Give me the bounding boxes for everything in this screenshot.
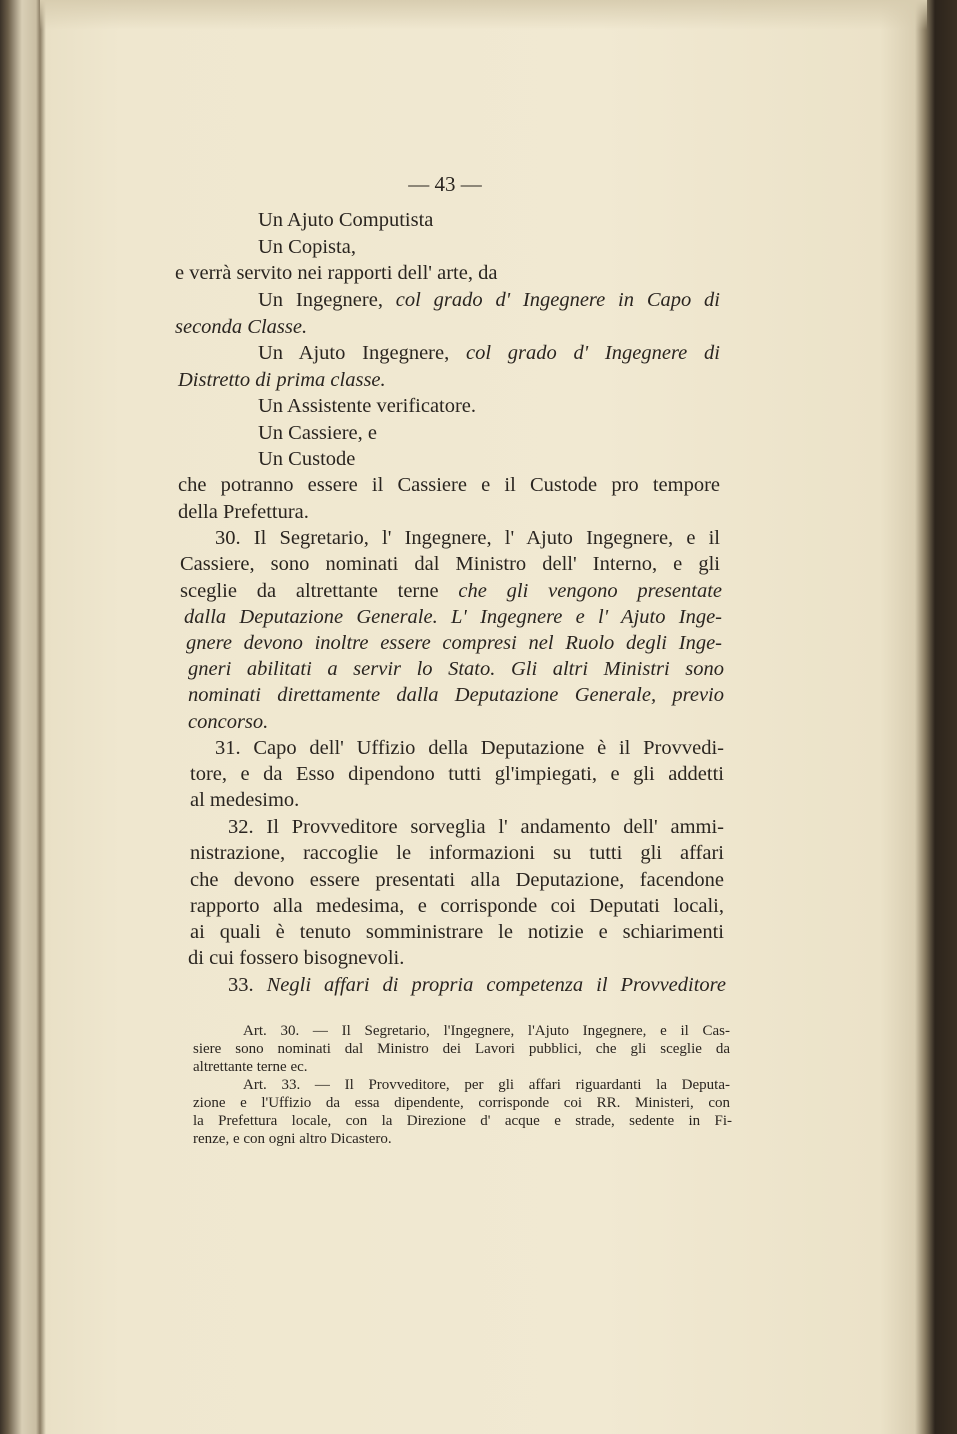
page-number: — 43 —: [408, 172, 482, 196]
text-line: [258, 287, 720, 313]
text-line: [178, 499, 309, 525]
text: Un Custode: [258, 448, 356, 470]
text-line: [180, 551, 720, 577]
text: Un Assistente verificatore.: [258, 395, 477, 417]
text-line: [258, 393, 476, 419]
text: Un Ajuto Ingegnere,: [258, 342, 466, 364]
footnote-line: siere sono nominati dal Ministro dei Lavori pubblici, che gli sceglie da: [193, 1041, 730, 1057]
text-line: [258, 340, 720, 366]
text-line: [188, 709, 268, 735]
text: 32. Il Provveditore sorveglia l' andamento dell' ammi-: [228, 816, 724, 838]
text-line: [190, 919, 724, 945]
text: sceglie da altrettante terne: [180, 580, 459, 602]
footnote-line: zione e l'Uffizio da essa dipendente, corrisponde coi RR. Ministeri, con: [193, 1095, 730, 1111]
text: rapporto alla medesima, e corrisponde coi Deputati locali,: [190, 895, 724, 917]
text-line: [175, 260, 497, 286]
text-line: [175, 314, 307, 340]
text-line: [190, 893, 724, 919]
footnote-line: la Prefettura locale, con la Direzione d' acque e strade, sedente in Fi-: [193, 1113, 732, 1129]
text-line: [178, 367, 386, 393]
text-line: [258, 207, 433, 233]
text: Un Ajuto Computista: [258, 209, 434, 231]
italic-text: gneri abilitati a servir lo Stato. Gli altri Ministri sono: [188, 658, 724, 680]
text-line: [215, 735, 724, 761]
text: nistrazione, raccoglie le informazioni su tutti gli affari: [190, 842, 724, 864]
page-top-shadow: [40, 0, 927, 30]
text: Un Ingegnere,: [258, 289, 396, 311]
italic-text: nominati direttamente dalla Deputazione Generale, previo: [188, 684, 724, 706]
text: Un Copista,: [258, 236, 356, 258]
footnote-line: altrettante terne ec.: [193, 1059, 308, 1075]
text: Un Cassiere, e: [258, 422, 377, 444]
footnote-line: renze, e con ogni altro Dicastero.: [193, 1131, 392, 1147]
text: tore, e da Esso dipendono tutti gl'impiegati, e gli addetti: [190, 763, 724, 785]
text: della Prefettura.: [178, 501, 309, 523]
footnote-line: Art. 33. — Il Provveditore, per gli affari riguardanti la Deputa-: [243, 1077, 730, 1093]
text: e verrà servito nei rapporti dell' arte, da: [175, 262, 498, 284]
text-line: [178, 472, 720, 498]
italic-text: dalla Deputazione Generale. L' Ingegnere e l' Ajuto Inge-: [184, 606, 722, 628]
italic-text: seconda Classe.: [175, 316, 308, 338]
text-line: [190, 787, 299, 813]
text: che devono essere presentati alla Deputazione, facendone: [190, 869, 724, 891]
italic-text: col grado d' Ingegnere in Capo di: [395, 289, 721, 311]
text-line: [258, 420, 377, 446]
text: di cui fossero bisognevoli.: [188, 947, 405, 969]
italic-text: col grado d' Ingegnere di: [465, 342, 720, 364]
text: 31. Capo dell' Uffizio della Deputazione è il Provvedi-: [215, 737, 724, 759]
text-line: [184, 604, 722, 630]
text: al medesimo.: [190, 789, 300, 811]
text-line: [188, 682, 724, 708]
text: Cassiere, sono nominati dal Ministro dell' Interno, e gli: [180, 553, 720, 575]
text-line: [228, 972, 726, 998]
text: 30. Il Segretario, l' Ingegnere, l' Ajuto Ingegnere, e il: [215, 527, 720, 549]
text-line: [190, 867, 724, 893]
text-line: [186, 630, 722, 656]
italic-text: Negli affari di propria competenza il Provveditore: [266, 974, 726, 996]
text-line: [228, 814, 724, 840]
text-line: [190, 761, 724, 787]
text-line: [258, 234, 356, 260]
text: ai quali è tenuto somministrare le notizie e schiarimenti: [190, 921, 724, 943]
text-line: [180, 578, 722, 604]
text: 33.: [228, 974, 267, 996]
text-line: [215, 525, 720, 551]
italic-text: che gli vengono presentate: [458, 580, 723, 602]
text-line: [188, 656, 724, 682]
italic-text: Distretto di prima classe.: [178, 369, 386, 391]
text: che potranno essere il Cassiere e il Custode pro tempore: [178, 474, 720, 496]
italic-text: concorso.: [188, 711, 269, 733]
text-line: [258, 446, 355, 472]
text-line: [188, 945, 404, 971]
footnote-line: Art. 30. — Il Segretario, l'Ingegnere, l'Ajuto Ingegnere, e il Cas-: [243, 1023, 730, 1039]
text-line: [190, 840, 724, 866]
italic-text: gnere devono inoltre essere compresi nel Ruolo degli Inge-: [186, 632, 722, 654]
